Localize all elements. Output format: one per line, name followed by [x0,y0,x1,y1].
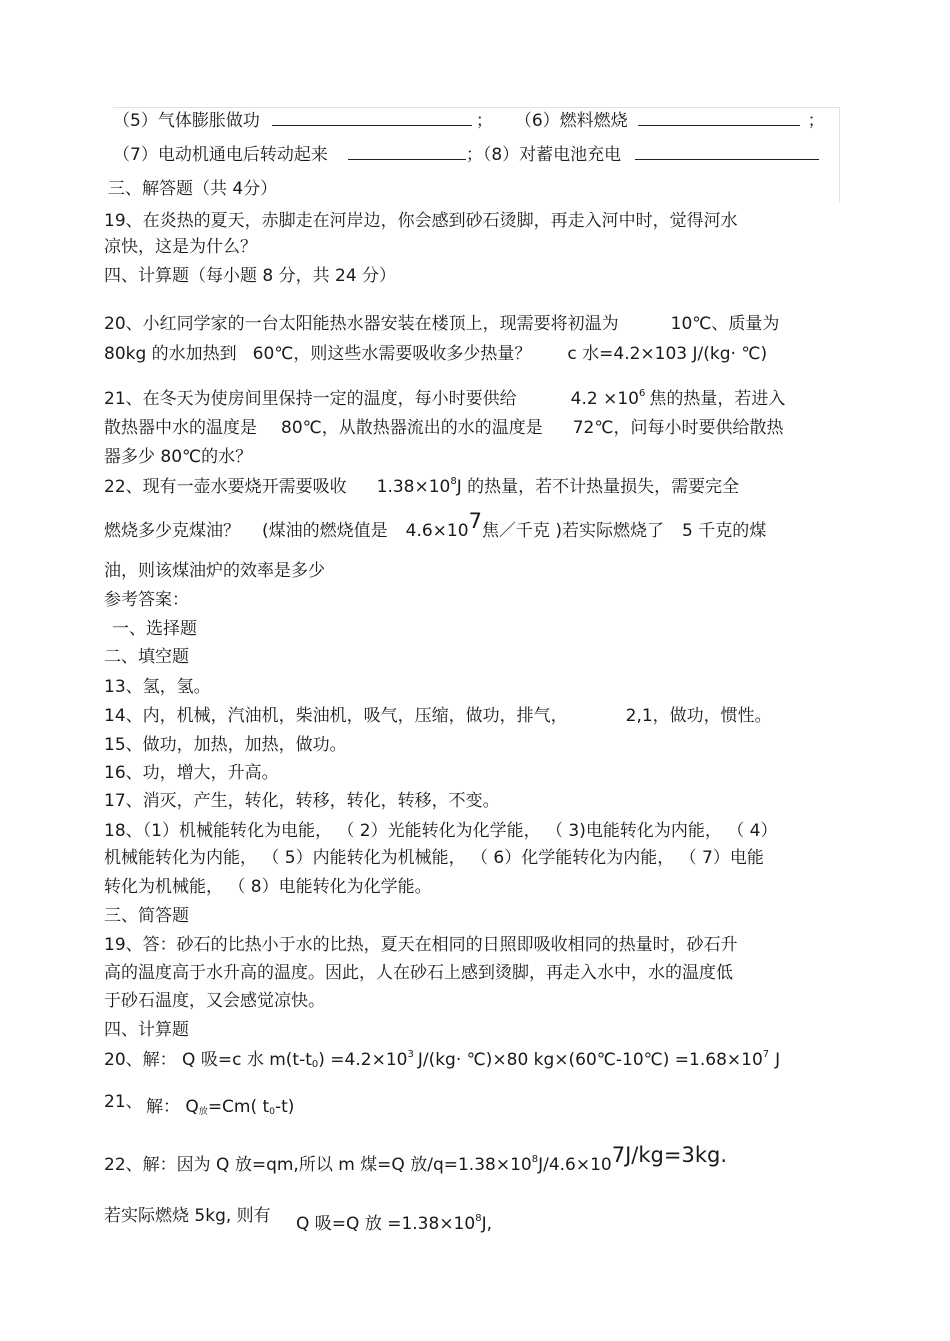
answer-19-line-3: 于砂石温度，又会感觉凉快。 [104,991,325,1011]
answer-blank-5[interactable] [272,109,472,126]
q22-exponent-1: 8 [450,476,457,487]
q22-text-d: 燃烧多少克煤油？ [104,521,240,541]
answer-22-line-2-a: 若实际燃烧 5kg, 则有 [104,1206,271,1226]
answer-15: 15、做功，加热，加热，做功。 [104,735,347,755]
answers-heading: 参考答案： [104,590,189,610]
q22-text-f: 4.6×10 [405,521,469,541]
answer-22-text-b: J/4.6×10 [538,1155,612,1175]
q22-text-a: 22、现有一壶水要烧开需要吸收 [104,477,347,497]
q21-text-f: 72℃，问每小时要供给散热 [572,418,784,438]
answer-blank-6[interactable] [638,109,800,126]
answer-22-line-2-b [296,1213,492,1235]
q22-line-1 [104,476,739,498]
answer-20 [104,1049,780,1071]
q21-line-1 [104,388,785,410]
q21-text-b: 4.2 ×10 [570,389,639,409]
q7-end: ； [465,145,483,165]
answer-13: 13、氢，氢。 [104,677,211,697]
answers-section-1: 一、选择题 [112,619,197,639]
answer-19-line-2: 高的温度高于水升高的温度。因此，人在砂石上感到烫脚，再走入水中，水的温度低 [104,963,733,983]
answers-section-2: 二、填空题 [104,647,189,667]
q21-text-e: 80℃，从散热器流出的水的温度是 [281,418,543,438]
q22-text-h: 5 千克的煤 [681,521,767,541]
answer-21-text-d: -t) [274,1097,295,1117]
answer-22-exponent-1: 8 [531,1154,539,1165]
q6-end: ； [807,111,825,131]
q22-text-g: 焦／千克 )若实际燃烧了 [481,521,664,541]
answer-14 [104,705,772,727]
q7-label: （7）电动机通电后转动起来 [113,145,328,165]
q22-line-3: 油，则该煤油炉的效率是多少 [104,561,325,581]
q19-line-1: 19、在炎热的夏天，赤脚走在河岸边，你会感到砂石烫脚，再走入河中时，觉得河水 [104,211,738,231]
section-3-heading: 三、解答题（共 4分） [108,179,278,199]
q21-text-a: 21、在冬天为使房间里保持一定的温度，每小时要供给 [104,389,517,409]
q19-line-2: 凉快，这是为什么？ [104,237,257,257]
q22-text-c: J 的热量，若不计热量损失，需要完全 [456,477,740,497]
q22-text-e: (煤油的燃烧值是 [262,521,388,541]
fill-line-5-6 [113,109,825,132]
q21-exponent: 6 [638,388,646,399]
q5-label: （5）气体膨胀做功 [113,111,260,131]
q21-text-d: 散热器中水的温度是 [104,418,257,438]
section-4-heading: 四、计算题（每小题 8 分，共 24 分） [104,266,397,286]
q22-exponent-2: 7 [468,509,482,533]
answer-20-text-c: J/(kg· ℃)×80 kg×(60℃-10℃) =1.68×10 [417,1050,763,1070]
q5-end: ； [475,111,493,131]
answer-21-number: 21、 [104,1092,143,1112]
fill-line-7-8 [113,143,819,166]
answer-18-line-2: 机械能转化为内能， （ 5）内能转化为机械能， （ 6）化学能转化为内能， （ 7）电能 [104,848,764,868]
answer-19-line-1: 19、答：砂石的比热小于水的比热，夏天在相同的日照即吸收相同的热量时，砂石升 [104,935,738,955]
q21-line-3: 器多少 80℃的水？ [104,447,253,467]
answer-22-text-c: Q 吸=Q 放 =1.38×10 [296,1214,476,1234]
answers-section-3: 三、简答题 [104,906,189,926]
q6-label: （6）燃料燃烧 [514,111,628,131]
answer-22-text-d: J, [481,1214,492,1234]
answer-14-text-a: 14、内，机械，汽油机，柴油机，吸气，压缩，做功，排气， [104,706,568,726]
answer-21-text-b: 解： Q [146,1097,199,1117]
answer-20-exponent-2: 7 [762,1049,770,1060]
q20-text-e: c 水=4.2×103 J/(kg· ℃) [567,344,768,364]
answer-22-line-1 [104,1143,727,1176]
q20-text-d: 60℃，则这些水需要吸收多少热量？ [252,344,532,364]
answer-14-text-b: 2,1，做功，惯性。 [625,706,772,726]
answer-blank-8[interactable] [635,143,819,160]
q22-line-2 [104,509,767,542]
answer-22-exponent-3: 8 [475,1213,482,1224]
page-frame-right-border [839,107,840,203]
q22-text-b: 1.38×10 [376,477,451,497]
answer-20-exponent-1: 3 [407,1049,414,1060]
answer-20-subscript: 0 [311,1059,319,1070]
answer-20-text-b: ) =4.2×10 [318,1050,408,1070]
page-frame-top-border [113,107,840,108]
q20-text-a: 20、小红同学家的一台太阳能热水器安装在楼顶上，现需要将初温为 [104,314,619,334]
q8-label: （8）对蓄电池充电 [482,145,622,165]
answer-blank-7[interactable] [348,143,466,160]
answer-18-line-3: 转化为机械能， （ 8）电能转化为化学能。 [104,877,432,897]
answer-20-text-a: 20、解： Q 吸=c 水 m(t-t [104,1050,312,1070]
answer-22-exponent-2: 7J/kg=3kg. [611,1143,727,1167]
answer-21-subscript: 放 [198,1107,208,1117]
q20-line-2 [104,343,767,365]
q20-text-b: 10℃、质量为 [670,314,780,334]
q21-text-c: 焦的热量，若进入 [649,389,786,409]
answer-21 [146,1096,294,1118]
answer-22-text-a: 22、解：因为 Q 放=qm,所以 m 煤=Q 放/q=1.38×10 [104,1155,532,1175]
answers-section-4: 四、计算题 [104,1020,189,1040]
answer-16: 16、功，增大，升高。 [104,763,279,783]
answer-21-subscript-2: 0 [269,1107,275,1117]
q20-text-c: 80kg 的水加热到 [104,344,237,364]
answer-20-text-d: J [775,1050,781,1070]
answer-17: 17、消灭，产生，转化，转移，转化，转移，不变。 [104,791,500,811]
q20-line-1 [104,313,779,335]
answer-21-text-c: =Cm( t [207,1097,270,1117]
q21-line-2 [104,417,783,439]
answer-18-line-1: 18、（1）机械能转化为电能， （ 2）光能转化为化学能， （ 3)电能转化为内能， （ 4） [104,821,778,841]
